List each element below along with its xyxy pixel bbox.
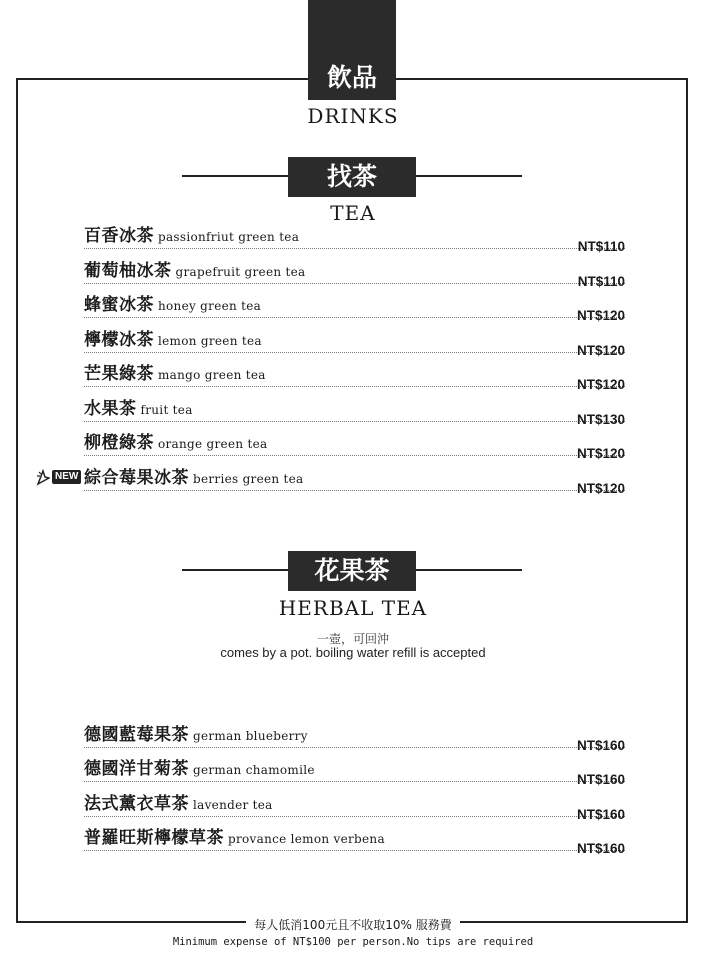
menu-item [84,362,625,392]
tea-section-title-en: TEA [330,201,376,225]
item-price: NT$120 [576,481,625,496]
new-badge [36,468,81,486]
menu-item [84,723,625,753]
item-name-en: lemon green tea [158,334,262,348]
sparkle-icon [36,468,50,486]
page-title-en: DRINKS [307,104,399,128]
item-price: NT$120 [576,343,625,358]
item-name: 德國洋甘菊茶 german chamomile [84,759,315,779]
footer-note-zh: 每人低消100元且不收取10% 服務費 [0,916,706,933]
menu-item [84,466,625,496]
item-price: NT$160 [576,807,625,822]
herbal-section-title-en: HERBAL TEA [278,596,428,620]
item-price: NT$160 [576,738,625,753]
item-price: NT$120 [576,377,625,392]
menu-item [84,826,625,856]
herbal-rule-left [182,569,288,571]
item-name: 百香冰茶 passionfriut green tea [84,226,300,246]
item-name: 法式薰衣草茶 lavender tea [84,794,273,814]
item-name-en: passionfriut green tea [158,230,300,244]
item-name-en: fruit tea [140,403,193,417]
item-name: 檸檬冰茶 lemon green tea [84,330,262,350]
item-name-en: orange green tea [158,437,268,451]
item-name-en: lavender tea [193,798,273,812]
herbal-note-en: comes by a pot. boiling water refill is accepted [220,645,486,660]
item-name-en: mango green tea [158,368,266,382]
item-price: NT$110 [577,274,625,289]
menu-item [84,293,625,323]
item-name-en: grapefruit green tea [175,265,306,279]
item-price: NT$110 [577,239,625,254]
menu-item [84,328,625,358]
item-name-en: honey green tea [158,299,262,313]
menu-item [84,224,625,254]
item-name: 普羅旺斯檸檬草茶 provance lemon verbena [84,828,385,848]
item-name-en: provance lemon verbena [228,832,385,846]
item-price: NT$160 [576,841,625,856]
item-price: NT$120 [576,308,625,323]
menu-item [84,259,625,289]
item-name: 綜合莓果冰茶 berries green tea [84,468,304,488]
herbal-note-zh: 一壺，可回沖 [316,632,389,646]
tea-section-title-zh: 找茶 [288,157,416,197]
new-tag: NEW [52,470,81,484]
herbal-rule-right [416,569,522,571]
tea-rule-left [182,175,288,177]
item-name: 德國藍莓果茶 german blueberry [84,725,308,745]
item-name-en: german chamomile [193,763,315,777]
menu-item [84,792,625,822]
herbal-section-title-zh: 花果茶 [288,551,416,591]
tea-rule-right [416,175,522,177]
footer-note-en: Minimum expense of NT$100 per person.No tips are required [172,936,534,948]
item-price: NT$120 [576,446,625,461]
item-name-en: berries green tea [193,472,304,486]
item-name-en: german blueberry [193,729,308,743]
item-name: 葡萄柚冰茶 grapefruit green tea [84,261,306,281]
item-name: 芒果綠茶 mango green tea [84,364,266,384]
menu-item [84,757,625,787]
menu-item [84,431,625,461]
item-price: NT$160 [576,772,625,787]
page-title-zh: 飲品 [326,63,377,92]
item-name: 水果茶 fruit tea [84,399,193,419]
item-price: NT$130 [576,412,625,427]
item-name: 柳橙綠茶 orange green tea [84,433,268,453]
item-name: 蜂蜜冰茶 honey green tea [84,295,262,315]
menu-item [84,397,625,427]
